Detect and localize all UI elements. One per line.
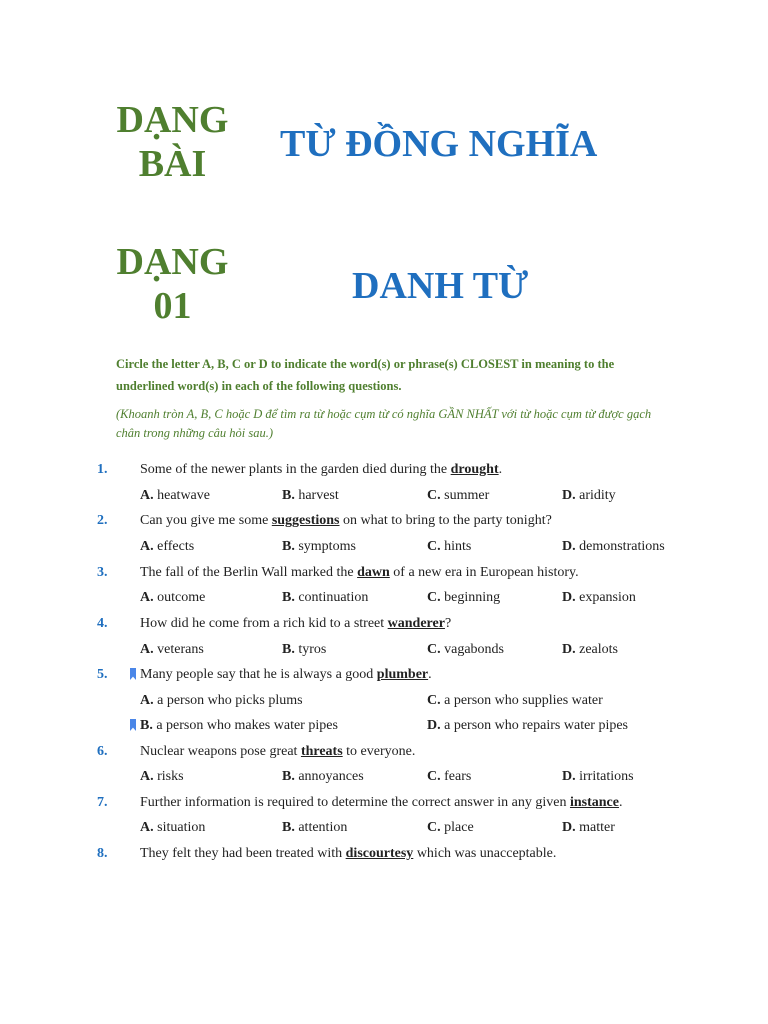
option-a[interactable]: A. a person who picks plums xyxy=(140,693,303,708)
question-number: 6. xyxy=(97,744,108,759)
option-a[interactable]: A. situation xyxy=(140,820,206,835)
option-b[interactable]: B. continuation xyxy=(282,590,369,605)
question-number: 2. xyxy=(97,513,108,528)
option-a[interactable]: A. outcome xyxy=(140,590,206,605)
question-text: How did he come from a rich kid to a street wanderer? xyxy=(140,616,452,631)
question-number: 8. xyxy=(97,846,108,861)
keyword: discourtesy xyxy=(345,846,414,861)
question-4 xyxy=(0,613,768,635)
keyword: suggestions xyxy=(271,513,340,528)
option-d[interactable]: D. irritations xyxy=(562,769,634,784)
option-b[interactable]: B. tyros xyxy=(282,642,327,657)
question-8 xyxy=(0,843,768,865)
option-a[interactable]: A. risks xyxy=(140,769,184,784)
question-7 xyxy=(0,792,768,814)
option-a[interactable]: A. heatwave xyxy=(140,488,210,503)
option-c[interactable]: C. summer xyxy=(427,488,490,503)
question-3 xyxy=(0,562,768,584)
question-text: Many people say that he is always a good plumber. xyxy=(140,667,432,682)
keyword: threats xyxy=(300,744,343,759)
keyword: plumber xyxy=(376,667,429,682)
keyword: dawn xyxy=(357,565,390,580)
question-text: Further information is required to determine the correct answer in any given instance. xyxy=(140,795,623,810)
option-c[interactable]: C. place xyxy=(427,820,474,835)
question-6 xyxy=(0,741,768,763)
instructions-en: Circle the letter A, B, C or D to indicate the word(s) or phrase(s) CLOSEST in meaning to the underlined word(s) in each of the following questions. xyxy=(116,357,615,393)
bookmark-icon xyxy=(130,719,136,731)
question-2 xyxy=(0,510,768,532)
question-text: Can you give me some suggestions on what to bring to the party tonight? xyxy=(140,513,552,528)
question-1 xyxy=(0,459,768,481)
question-number: 3. xyxy=(97,565,108,580)
option-a[interactable]: A. veterans xyxy=(140,642,204,657)
option-c[interactable]: C. vagabonds xyxy=(427,642,505,657)
option-d[interactable]: D. a person who repairs water pipes xyxy=(427,718,629,733)
option-b[interactable]: B. harvest xyxy=(282,488,339,503)
option-c[interactable]: C. fears xyxy=(427,769,472,784)
question-number: 7. xyxy=(97,795,108,810)
question-number: 1. xyxy=(97,462,108,477)
option-d[interactable]: D. matter xyxy=(562,820,615,835)
option-b[interactable]: B. attention xyxy=(282,820,348,835)
subsection-label: DẠNG 01 xyxy=(116,241,229,327)
instructions-vn: (Khoanh tròn A, B, C hoặc D để tìm ra từ hoặc cụm từ có nghĩa GẦN NHẤT với từ hoặc cụm từ được gạch chân trong những câu hỏi sau.) xyxy=(116,407,652,440)
keyword: wanderer xyxy=(387,616,445,631)
option-d[interactable]: D. aridity xyxy=(562,488,616,503)
option-d[interactable]: D. zealots xyxy=(562,642,618,657)
question-text: They felt they had been treated with discourtesy which was unacceptable. xyxy=(140,846,557,861)
option-a[interactable]: A. effects xyxy=(140,539,195,554)
keyword: drought xyxy=(450,462,499,477)
question-5 xyxy=(0,664,768,686)
question-number: 4. xyxy=(97,616,108,631)
keyword: instance xyxy=(569,795,619,810)
question-text: Nuclear weapons pose great threats to everyone. xyxy=(140,744,416,759)
bookmark-icon xyxy=(130,668,136,680)
option-d[interactable]: D. demonstrations xyxy=(562,539,665,554)
topic-title: TỪ ĐỒNG NGHĨA xyxy=(280,123,598,165)
question-text: Some of the newer plants in the garden died during the drought. xyxy=(140,462,503,477)
question-number: 5. xyxy=(97,667,108,682)
option-c[interactable]: C. beginning xyxy=(427,590,501,605)
option-b[interactable]: B. symptoms xyxy=(282,539,356,554)
section-label: DẠNG BÀI xyxy=(116,99,229,185)
option-c[interactable]: C. hints xyxy=(427,539,472,554)
option-b[interactable]: B. a person who makes water pipes xyxy=(140,718,338,733)
subtopic-title: DANH TỪ xyxy=(352,265,529,307)
option-c[interactable]: C. a person who supplies water xyxy=(427,693,603,708)
option-d[interactable]: D. expansion xyxy=(562,590,636,605)
option-b[interactable]: B. annoyances xyxy=(282,769,364,784)
question-text: The fall of the Berlin Wall marked the dawn of a new era in European history. xyxy=(140,565,579,580)
